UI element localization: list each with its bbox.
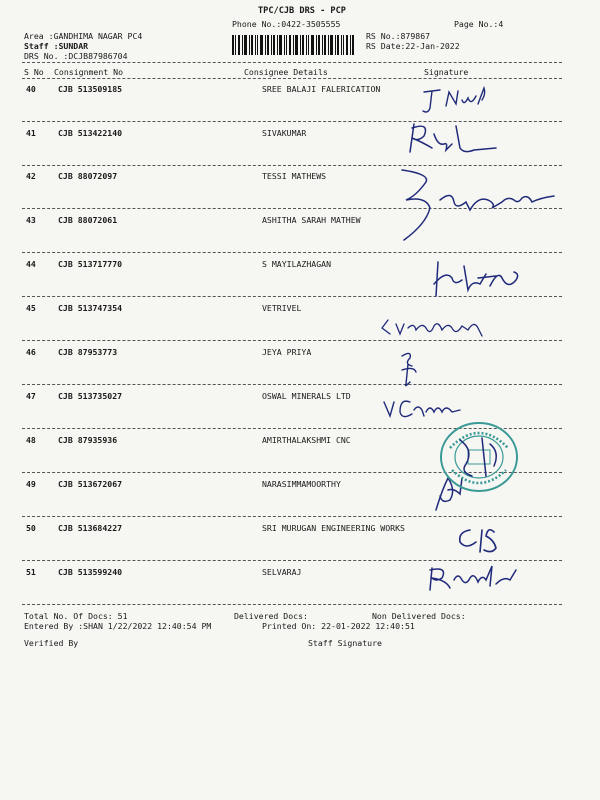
row-consignee: SREE BALAJI FALERICATION <box>262 84 381 94</box>
row-sno: 44 <box>26 259 36 269</box>
col-header-consignee: Consignee Details <box>244 67 328 77</box>
row-consignment: CJB 513684227 <box>58 523 123 533</box>
row-consignee: AMIRTHALAKSHMI CNC <box>262 435 351 445</box>
col-header-sno: S No <box>24 67 44 77</box>
row-consignee: JEYA PRIYA <box>262 347 312 357</box>
row-consignment: CJB 513735027 <box>58 391 123 401</box>
row-sno: 41 <box>26 128 36 138</box>
signature-42-43 <box>396 166 556 246</box>
divider <box>22 62 562 63</box>
divider <box>22 78 562 79</box>
row-sno: 46 <box>26 347 36 357</box>
drs-number: DRS No. :DCJB87986704 <box>24 51 128 61</box>
col-header-consignment: Consignment No <box>54 67 124 77</box>
verified-by: Verified By <box>24 638 79 648</box>
row-consignment: CJB 88072097 <box>58 171 118 181</box>
divider <box>22 516 562 517</box>
row-consignment: CJB 513717770 <box>58 259 123 269</box>
area-label: Area :GANDHIMA NAGAR PC4 <box>24 31 143 41</box>
row-consignee: NARASIMMAMOORTHY <box>262 479 341 489</box>
printed-on: Printed On: 22-01-2022 12:40:51 <box>262 621 415 631</box>
signature-44 <box>428 256 524 300</box>
total-docs: Total No. Of Docs: 51 <box>24 611 128 621</box>
row-sno: 48 <box>26 435 36 445</box>
row-consignment: CJB 513747354 <box>58 303 123 313</box>
phone-number: Phone No.:0422-3505555 <box>232 19 341 29</box>
signature-51 <box>426 560 522 596</box>
row-consignment: CJB 88072061 <box>58 215 118 225</box>
row-sno: 47 <box>26 391 36 401</box>
signature-50 <box>452 522 522 558</box>
row-consignee: ASHITHA SARAH MATHEW <box>262 215 361 225</box>
row-consignment: CJB 87953773 <box>58 347 118 357</box>
row-consignee: TESSI MATHEWS <box>262 171 327 181</box>
signature-41 <box>400 120 500 160</box>
divider <box>22 252 562 253</box>
row-consignee: SELVARAJ <box>262 567 302 577</box>
row-consignee: OSWAL MINERALS LTD <box>262 391 351 401</box>
row-consignment: CJB 513509185 <box>58 84 123 94</box>
row-consignment: CJB 87935936 <box>58 435 118 445</box>
barcode <box>232 35 356 55</box>
page-number: Page No.:4 <box>454 19 504 29</box>
row-sno: 40 <box>26 84 36 94</box>
signature-46 <box>398 348 422 388</box>
row-consignee: VETRIVEL <box>262 303 302 313</box>
rs-number: RS No.:879867 <box>366 31 431 41</box>
staff-signature: Staff Signature <box>308 638 382 648</box>
row-consignment: CJB 513599240 <box>58 567 123 577</box>
row-sno: 51 <box>26 567 36 577</box>
row-sno: 49 <box>26 479 36 489</box>
row-sno: 50 <box>26 523 36 533</box>
col-header-signature: Signature <box>424 67 469 77</box>
row-sno: 42 <box>26 171 36 181</box>
row-consignee: SRI MURUGAN ENGINEERING WORKS <box>262 523 405 533</box>
signature-45 <box>378 312 490 342</box>
delivered-docs: Delivered Docs: <box>234 611 308 621</box>
divider <box>22 384 562 385</box>
entered-by: Entered By :SHAN 1/22/2022 12:40:54 PM <box>24 621 212 631</box>
non-delivered-docs: Non Delivered Docs: <box>372 611 466 621</box>
rs-date: RS Date:22-Jan-2022 <box>366 41 460 51</box>
row-sno: 45 <box>26 303 36 313</box>
divider <box>22 604 562 605</box>
row-consignee: SIVAKUMAR <box>262 128 307 138</box>
row-consignee: S MAYILAZHAGAN <box>262 259 332 269</box>
row-consignment: CJB 513422140 <box>58 128 123 138</box>
doc-title: TPC/CJB DRS - PCP <box>258 6 346 16</box>
signature-40 <box>418 84 498 118</box>
company-stamp <box>438 420 520 494</box>
staff-label: Staff :SUNDAR <box>24 41 89 51</box>
row-consignment: CJB 513672067 <box>58 479 123 489</box>
row-sno: 43 <box>26 215 36 225</box>
